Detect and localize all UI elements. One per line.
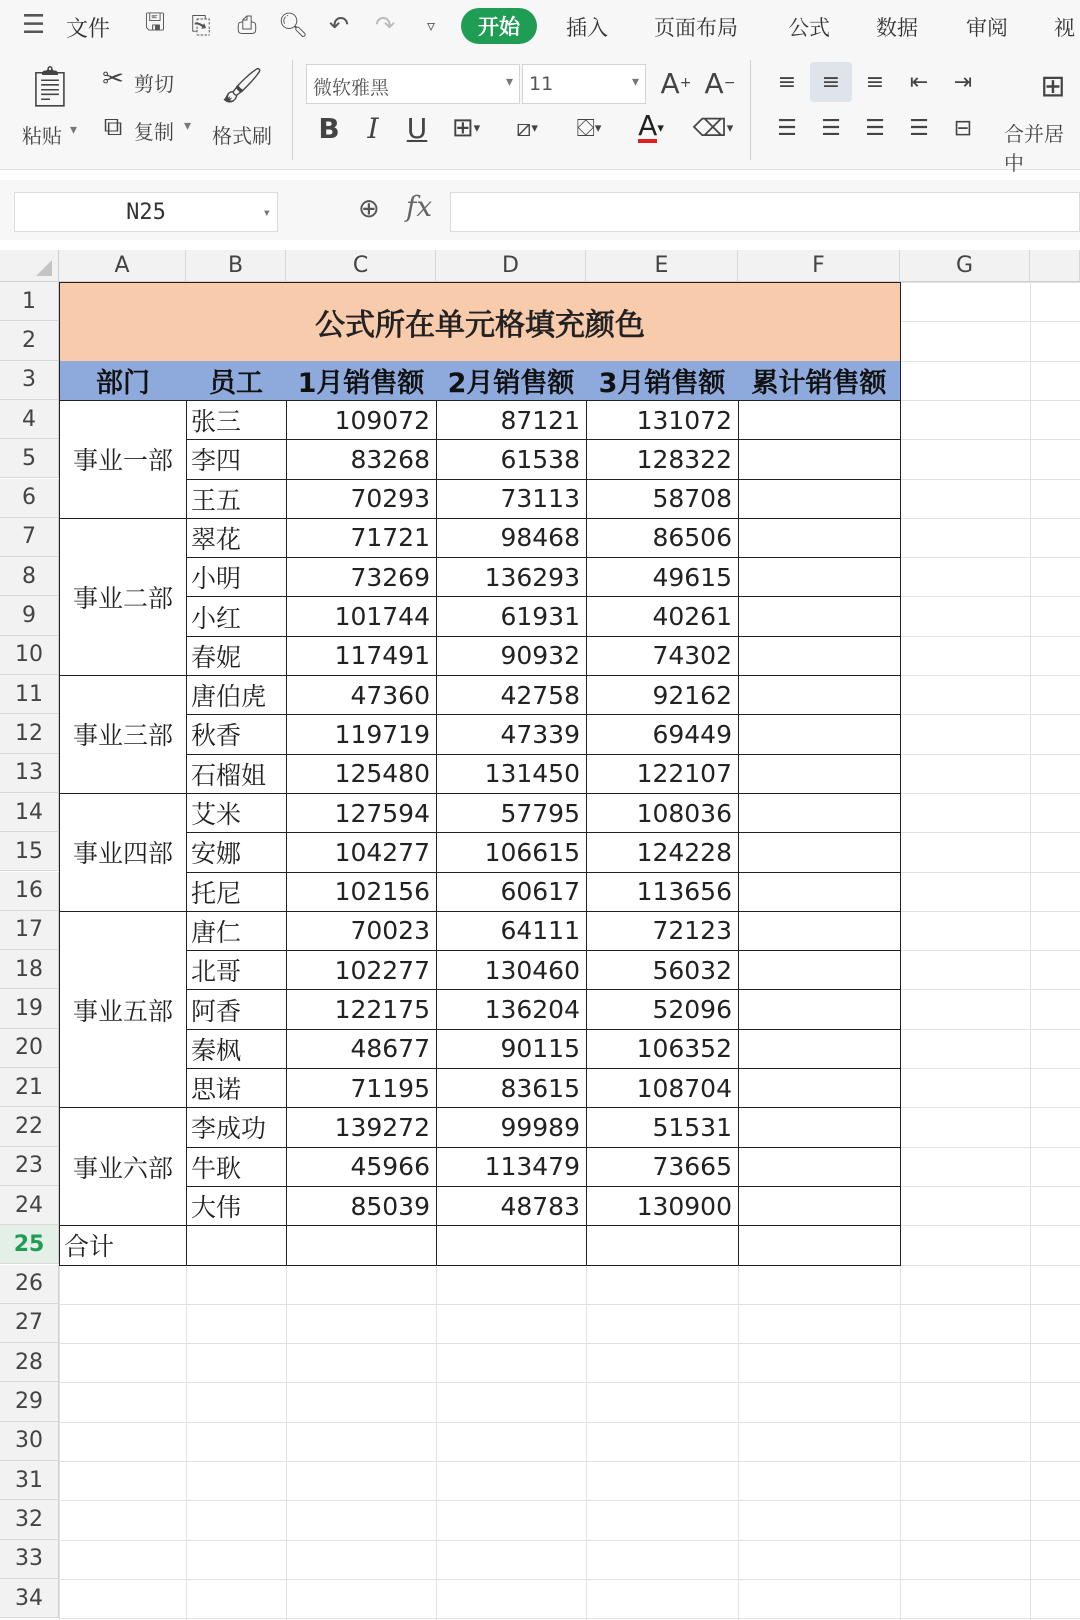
table-border	[59, 1265, 901, 1266]
row-header[interactable]: 24	[0, 1186, 59, 1225]
align-right-icon[interactable]: ☰	[865, 115, 885, 141]
print-icon[interactable]: ⎙	[237, 11, 257, 39]
sales-value: 58708	[652, 484, 732, 514]
paste-icon[interactable]: 📋︎	[24, 63, 76, 110]
row-header[interactable]: 12	[0, 714, 59, 753]
row-header[interactable]: 1	[0, 282, 59, 321]
fill-color-icon[interactable]: ⛋ ▾	[576, 114, 602, 142]
column-header[interactable]: A	[59, 250, 186, 282]
employee-name: 李四	[191, 446, 242, 476]
align-center-icon[interactable]: ☰	[821, 115, 841, 141]
column-header[interactable]: F	[738, 250, 900, 282]
department-cell: 事业二部	[59, 518, 187, 676]
row-header[interactable]: 6	[0, 479, 59, 518]
sales-value: 71195	[350, 1073, 430, 1103]
sales-value: 130460	[484, 955, 580, 985]
employee-name: 秦枫	[191, 1035, 242, 1065]
employee-name: 小红	[191, 603, 242, 633]
chevron-down-icon: ▾	[505, 74, 513, 90]
gridline-horizontal	[59, 1540, 1080, 1541]
sales-value: 85039	[350, 1191, 430, 1221]
italic-icon[interactable]: I	[367, 111, 379, 145]
sales-value: 70023	[350, 916, 430, 946]
row-header[interactable]: 32	[0, 1500, 59, 1539]
justify-icon[interactable]: ☰	[909, 115, 929, 141]
sales-value: 73269	[350, 562, 430, 592]
department-cell: 事业六部	[59, 1107, 187, 1226]
align-middle-icon[interactable]: ≡	[810, 62, 852, 102]
sales-value: 51531	[652, 1112, 732, 1142]
zoom-search-icon[interactable]: ⊕	[358, 194, 380, 224]
employee-name: 石榴姐	[191, 760, 267, 790]
save-icon[interactable]: 🖫	[144, 7, 166, 36]
sales-value: 130900	[636, 1191, 732, 1221]
align-top-icon[interactable]: ≡	[777, 69, 797, 95]
table-border	[900, 400, 901, 1266]
sales-value: 47339	[500, 719, 580, 749]
row-header[interactable]: 7	[0, 518, 59, 557]
copy-button[interactable]: 复制	[134, 120, 174, 144]
sales-value: 139272	[334, 1112, 430, 1142]
copy-icon: ⧉	[103, 111, 123, 142]
select-all-corner[interactable]	[0, 250, 59, 282]
tab-insert[interactable]: 插入	[566, 16, 608, 40]
gridline-horizontal	[59, 1579, 1080, 1580]
sales-value: 92162	[652, 680, 732, 710]
gridline-horizontal	[59, 1461, 1080, 1462]
gridline-horizontal	[59, 1422, 1080, 1423]
font-size-select[interactable]	[522, 64, 646, 104]
gridline-horizontal	[59, 1382, 1080, 1383]
font-size-value: 11	[529, 73, 554, 95]
column-heading: 1月销售额	[286, 361, 437, 401]
copy-dropdown-icon[interactable]: ▾	[184, 118, 192, 134]
sales-value: 122107	[636, 759, 732, 789]
sales-value: 70293	[350, 484, 430, 514]
row-header[interactable]: 31	[0, 1461, 59, 1500]
sales-value: 49615	[652, 562, 732, 592]
total-label: 合计	[64, 1232, 115, 1262]
scissors-icon: ✂	[102, 64, 124, 94]
ribbon-divider	[750, 60, 751, 160]
bold-icon[interactable]: B	[318, 111, 340, 145]
sales-value: 113479	[484, 1152, 580, 1182]
sales-value: 86506	[652, 523, 732, 553]
formula-bar	[0, 180, 1080, 240]
sales-value: 104277	[334, 837, 430, 867]
row-header[interactable]: 13	[0, 754, 59, 793]
paste-dropdown-icon[interactable]: ▾	[70, 122, 78, 138]
sales-value: 106352	[636, 1034, 732, 1064]
sales-value: 61538	[500, 444, 580, 474]
sales-value: 90115	[500, 1034, 580, 1064]
row-header[interactable]: 15	[0, 832, 59, 871]
gridline-horizontal	[59, 1500, 1080, 1501]
sales-value: 83615	[500, 1073, 580, 1103]
employee-name: 阿香	[191, 996, 242, 1026]
row-header[interactable]: 28	[0, 1343, 59, 1382]
sales-value: 57795	[500, 798, 580, 828]
employee-name: 北哥	[191, 957, 242, 987]
sales-value: 106615	[484, 837, 580, 867]
row-header[interactable]: 26	[0, 1265, 59, 1304]
formula-input[interactable]	[450, 192, 1080, 232]
sales-value: 71721	[350, 523, 430, 553]
sales-value: 98468	[500, 523, 580, 553]
employee-name: 艾米	[191, 800, 242, 830]
name-box[interactable]	[14, 192, 278, 232]
employee-name: 安娜	[191, 839, 242, 869]
row-header[interactable]: 29	[0, 1382, 59, 1421]
row-header[interactable]: 22	[0, 1107, 59, 1146]
row-header[interactable]: 34	[0, 1579, 59, 1618]
row-header[interactable]: 18	[0, 950, 59, 989]
sales-value: 99989	[500, 1112, 580, 1142]
row-header[interactable]: 20	[0, 1029, 59, 1068]
undo-icon[interactable]: ↶	[328, 11, 350, 39]
sales-value: 73113	[500, 484, 580, 514]
borders-icon[interactable]: ⊞ ▾	[451, 113, 481, 143]
employee-name: 张三	[191, 407, 242, 437]
menu-bar	[0, 0, 1080, 52]
tab-formulas[interactable]: 公式	[788, 16, 830, 40]
sales-value: 61931	[500, 602, 580, 632]
department-cell: 事业一部	[59, 400, 187, 519]
employee-name: 思诺	[191, 1075, 242, 1105]
sales-value: 108704	[636, 1073, 732, 1103]
employee-name: 牛耿	[191, 1153, 242, 1183]
row-header[interactable]: 33	[0, 1540, 59, 1579]
row-header[interactable]: 2	[0, 321, 59, 360]
sales-value: 101744	[334, 602, 430, 632]
ribbon-divider	[292, 60, 293, 160]
column-header[interactable]: B	[186, 250, 286, 282]
sales-value: 69449	[652, 719, 732, 749]
row-header[interactable]: 14	[0, 793, 59, 832]
row-header[interactable]: 27	[0, 1304, 59, 1343]
increase-indent-icon[interactable]: ⇥	[953, 69, 973, 95]
row-header[interactable]: 9	[0, 596, 59, 635]
column-heading: 部门	[59, 361, 187, 401]
name-box-value: N25	[126, 199, 166, 225]
row-header[interactable]: 5	[0, 439, 59, 478]
sales-value: 117491	[334, 641, 430, 671]
file-menu[interactable]: 文件	[66, 17, 111, 42]
sales-value: 72123	[652, 916, 732, 946]
employee-name: 唐仁	[191, 917, 242, 947]
merge-center-icon[interactable]: ⊞	[1040, 68, 1066, 104]
row-header[interactable]: 11	[0, 675, 59, 714]
decrease-indent-icon[interactable]: ⇤	[909, 69, 929, 95]
sales-value: 136293	[484, 562, 580, 592]
sales-value: 124228	[636, 837, 732, 867]
table-border	[186, 1225, 901, 1226]
row-header[interactable]: 21	[0, 1068, 59, 1107]
sales-value: 83268	[350, 444, 430, 474]
row-header[interactable]: 17	[0, 911, 59, 950]
tab-data[interactable]: 数据	[876, 16, 918, 40]
row-header[interactable]: 16	[0, 872, 59, 911]
row-header[interactable]: 25	[0, 1225, 59, 1264]
merge-center-button[interactable]: 合并居中	[1004, 122, 1064, 175]
sales-value: 119719	[334, 719, 430, 749]
align-left-icon[interactable]: ☰	[777, 115, 797, 141]
row-header[interactable]: 19	[0, 989, 59, 1028]
sales-value: 125480	[334, 759, 430, 789]
sales-value: 102277	[334, 955, 430, 985]
clear-format-icon[interactable]: ⌫ ▾	[692, 114, 734, 142]
table-border	[738, 400, 739, 1266]
row-header[interactable]: 23	[0, 1147, 59, 1186]
row-header[interactable]: 30	[0, 1422, 59, 1461]
sales-value: 90932	[500, 641, 580, 671]
cell-style-icon[interactable]: ⧄ ▾	[516, 114, 538, 142]
chevron-down-icon: ▾	[631, 74, 639, 90]
department-cell: 事业三部	[59, 675, 187, 794]
format-painter-icon[interactable]: 🖌︎	[220, 66, 264, 106]
sales-value: 52096	[652, 995, 732, 1025]
sales-value: 47360	[350, 680, 430, 710]
increase-font-icon[interactable]: A +	[660, 66, 692, 100]
row-header[interactable]: 10	[0, 636, 59, 675]
employee-name: 唐伯虎	[191, 682, 267, 712]
column-header[interactable]: E	[586, 250, 738, 282]
sales-value: 128322	[636, 444, 732, 474]
column-header[interactable]	[1030, 250, 1080, 282]
row-header[interactable]: 4	[0, 400, 59, 439]
sales-value: 64111	[500, 916, 580, 946]
sales-value: 136204	[484, 995, 580, 1025]
sales-value: 73665	[652, 1152, 732, 1182]
row-header[interactable]: 3	[0, 361, 59, 400]
employee-name: 托尼	[191, 878, 242, 908]
spreadsheet-grid[interactable]	[0, 250, 1080, 1620]
sales-value: 102156	[334, 877, 430, 907]
employee-name: 李成功	[191, 1114, 267, 1144]
menu-icon[interactable]: ☰	[22, 10, 46, 40]
sales-value: 40261	[652, 602, 732, 632]
customize-dropdown-icon[interactable]: ▿	[426, 15, 436, 35]
ribbon	[0, 52, 1080, 175]
employee-name: 小明	[191, 564, 242, 594]
sales-value: 42758	[500, 680, 580, 710]
redo-icon[interactable]: ↷	[374, 11, 396, 39]
gridline-horizontal	[59, 1618, 1080, 1619]
gridline-horizontal	[59, 1304, 1080, 1305]
align-bottom-icon[interactable]: ≡	[865, 69, 885, 95]
column-heading: 2月销售额	[436, 361, 587, 401]
sales-value: 60617	[500, 877, 580, 907]
table-title: 公式所在单元格填充颜色	[59, 282, 901, 362]
sales-value: 48783	[500, 1191, 580, 1221]
distributed-align-icon[interactable]: ⊟	[953, 115, 973, 141]
sales-value: 127594	[334, 798, 430, 828]
column-heading: 员工	[186, 361, 287, 401]
sales-value: 87121	[500, 405, 580, 435]
tab-home[interactable]: 开始	[461, 8, 537, 44]
tab-view[interactable]: 视	[1054, 16, 1075, 40]
print-preview-icon[interactable]: 🔍︎	[277, 11, 309, 39]
export-icon[interactable]: ⎘	[191, 11, 211, 39]
font-name-value: 微软雅黑	[313, 77, 390, 99]
paste-button[interactable]: 粘贴	[22, 124, 62, 148]
tab-page-layout[interactable]: 页面布局	[654, 16, 738, 40]
column-heading: 3月销售额	[586, 361, 739, 401]
sales-value: 108036	[636, 798, 732, 828]
sales-value: 74302	[652, 641, 732, 671]
employee-name: 春妮	[191, 642, 242, 672]
sales-value: 131072	[636, 405, 732, 435]
format-painter-button[interactable]: 格式刷	[212, 124, 272, 148]
department-cell: 事业五部	[59, 911, 187, 1109]
sales-value: 45966	[350, 1152, 430, 1182]
chevron-down-icon: ▾	[262, 205, 271, 221]
employee-name: 王五	[191, 485, 242, 515]
sales-value: 109072	[334, 405, 430, 435]
sales-value: 48677	[350, 1034, 430, 1064]
underline-icon[interactable]: U	[406, 111, 428, 145]
employee-name: 大伟	[191, 1193, 242, 1223]
sales-value: 131450	[484, 759, 580, 789]
quick-access-toolbar	[132, 8, 454, 42]
column-header[interactable]: G	[900, 250, 1030, 282]
cut-button[interactable]: 剪切	[134, 72, 174, 96]
tab-review[interactable]: 审阅	[966, 16, 1008, 40]
column-header[interactable]: C	[286, 250, 436, 282]
font-color-icon[interactable]: A ▾	[638, 109, 664, 142]
fx-icon[interactable]: fx	[406, 190, 433, 223]
gridline-horizontal	[59, 1343, 1080, 1344]
row-header[interactable]: 8	[0, 557, 59, 596]
decrease-font-icon[interactable]: A −	[704, 66, 736, 100]
column-heading: 累计销售额	[738, 361, 901, 401]
employee-name: 秋香	[191, 721, 242, 751]
employee-name: 翠花	[191, 524, 242, 554]
department-cell: 事业四部	[59, 793, 187, 912]
sales-value: 113656	[636, 877, 732, 907]
column-header[interactable]: D	[436, 250, 586, 282]
sales-value: 122175	[334, 995, 430, 1025]
font-name-select[interactable]	[306, 64, 520, 104]
sales-value: 56032	[652, 955, 732, 985]
